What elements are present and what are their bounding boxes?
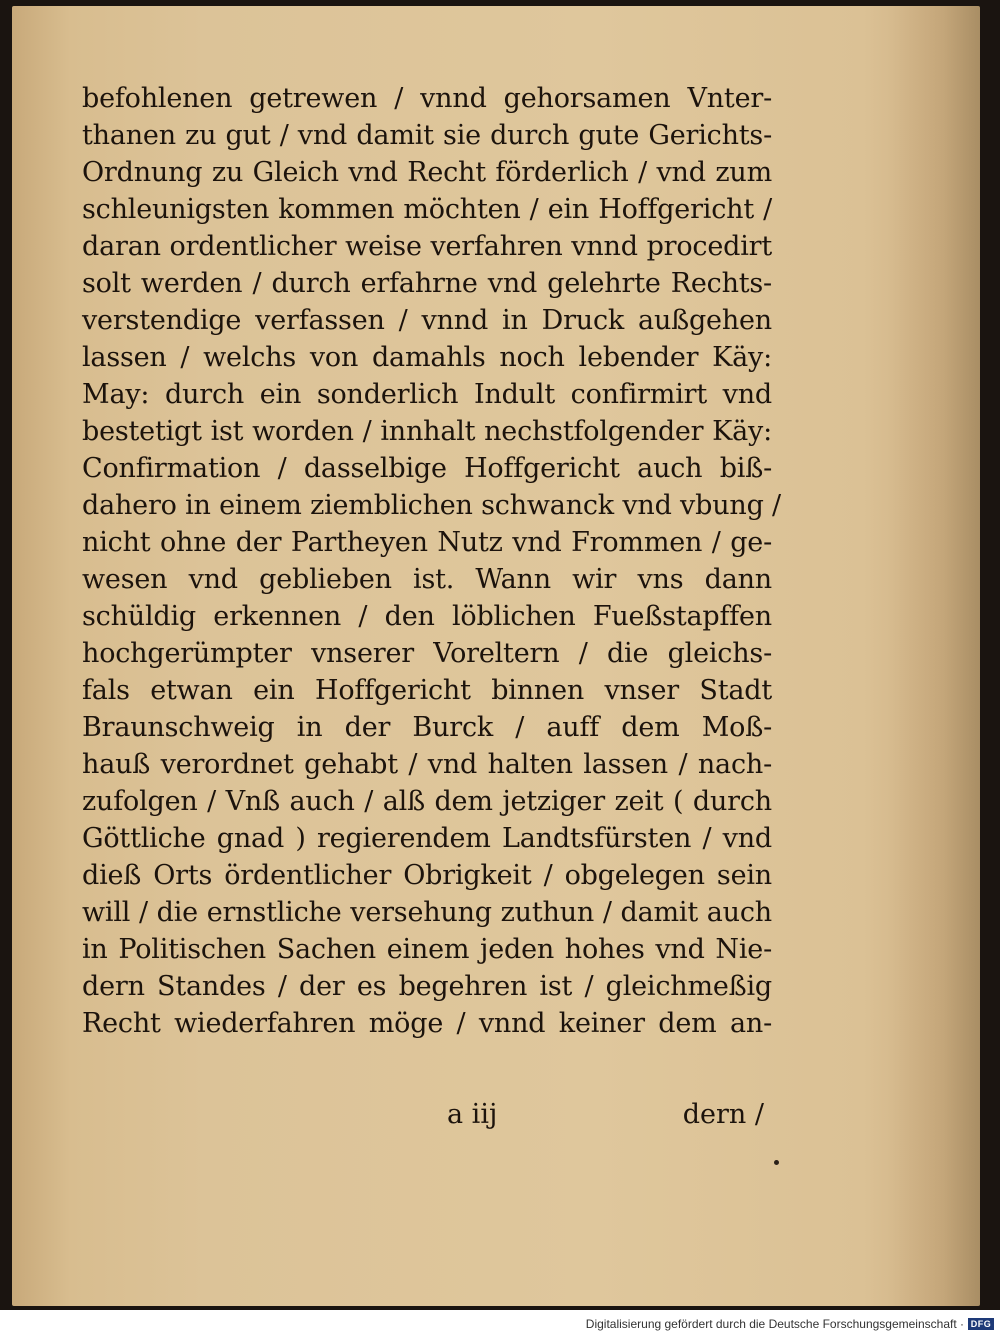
text-line: will / die ernstliche versehung zuthun / damit auch	[82, 897, 772, 928]
text-line: wesen vnd geblieben ist. Wann wir vns dann	[82, 564, 772, 595]
text-line: dahero in einem ziemblichen schwanck vnd vbung /	[82, 490, 781, 521]
text-line: solt werden / durch erfahrne vnd gelehrte Rechts-	[82, 268, 772, 299]
text-line: befohlenen getrewen / vnnd gehorsamen Vnter-	[82, 83, 772, 114]
text-line: Göttliche gnad ) regierendem Landtsfürsten / vnd	[82, 823, 772, 854]
footer-bar	[0, 1310, 1000, 1337]
text-line: dieß Orts ördentlicher Obrigkeit / obgelegen sein	[82, 860, 772, 891]
text-line: lassen / welchs von damahls noch lebender Käy:	[82, 342, 772, 373]
text-line: in Politischen Sachen einem jeden hohes vnd Nie-	[82, 934, 772, 965]
text-line: verstendige verfassen / vnnd in Druck außgehen	[82, 305, 772, 336]
text-line: Confirmation / dasselbige Hoffgericht auch biß-	[82, 453, 772, 484]
funding-notice: Digitalisierung gefördert durch die Deutsche Forschungsgemeinschaft ·	[585, 1317, 964, 1331]
signature-mark: a iij	[447, 1099, 498, 1130]
text-line: thanen zu gut / vnd damit sie durch gute Gerichts-	[82, 120, 772, 151]
text-line: schüldig erkennen / den löblichen Fueßstapffen	[82, 601, 772, 632]
book-page	[12, 6, 980, 1306]
text-line: dern Standes / der es begehren ist / gleichmeßig	[82, 971, 772, 1002]
text-line: nicht ohne der Partheyen Nutz vnd Frommen / ge-	[82, 527, 772, 558]
text-line: fals etwan ein Hoffgericht binnen vnser Stadt	[82, 675, 772, 706]
text-line: Ordnung zu Gleich vnd Recht förderlich / vnd zum	[82, 157, 772, 188]
catchword: dern /	[682, 1099, 764, 1130]
page-edge-shadow	[890, 6, 980, 1306]
text-line: zufolgen / Vnß auch / alß dem jetziger zeit ( durch	[82, 786, 772, 817]
text-line: Recht wiederfahren möge / vnnd keiner dem an-	[82, 1008, 772, 1039]
text-line: May: durch ein sonderlich Indult confirmirt vnd	[82, 379, 772, 410]
signature-line	[82, 1099, 772, 1139]
text-line: hauß verordnet gehabt / vnd halten lassen / nach-	[82, 749, 772, 780]
dfg-logo-icon: DFG	[968, 1318, 994, 1330]
text-line: hochgerümpter vnserer Voreltern / die gleichs-	[82, 638, 772, 669]
ink-speck	[774, 1160, 779, 1165]
text-line: schleunigsten kommen möchten / ein Hoffgericht /	[82, 194, 772, 225]
body-text	[82, 80, 781, 1042]
text-line: bestetigt ist worden / innhalt nechstfolgender Käy:	[82, 416, 772, 447]
text-line: daran ordentlicher weise verfahren vnnd procedirt	[82, 231, 772, 262]
text-line: Braunschweig in der Burck / auff dem Moß-	[82, 712, 772, 743]
